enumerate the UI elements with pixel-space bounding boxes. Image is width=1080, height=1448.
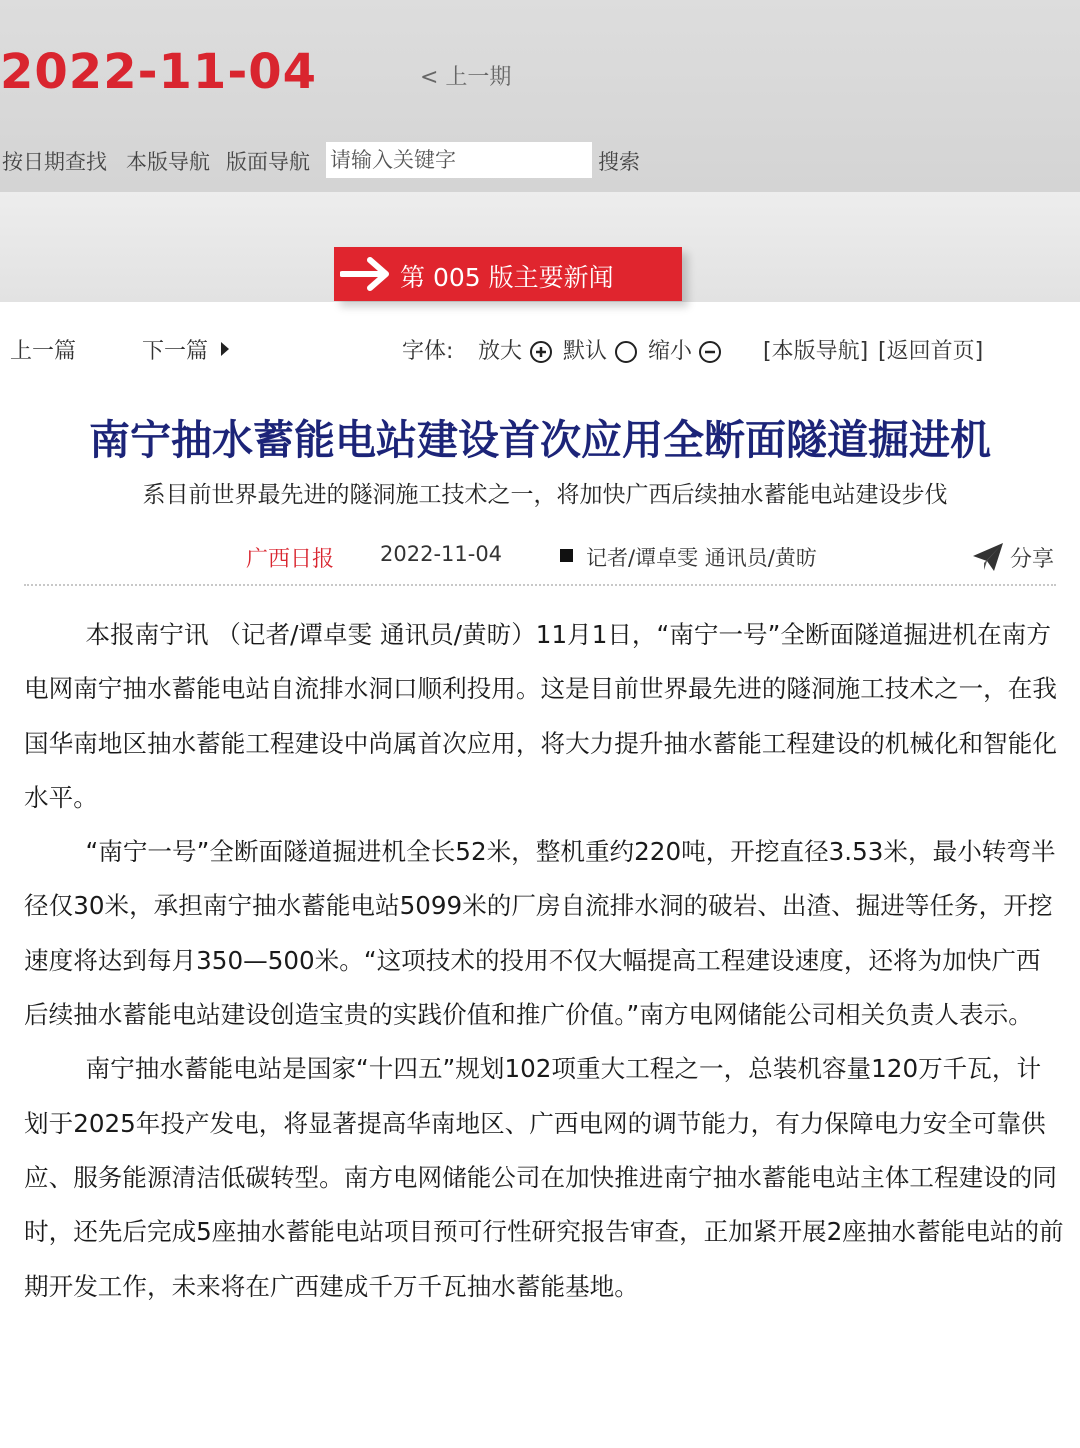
prev-article-link[interactable]: 上一篇 — [10, 339, 77, 364]
share-label: 分享 — [1010, 547, 1055, 572]
article-title: 南宁抽水蓄能电站建设首次应用全断面隧道掘进机 — [89, 416, 991, 464]
article-author: 记者/谭卓雯 通讯员/黄昉 — [586, 546, 817, 570]
search-input[interactable] — [326, 142, 592, 178]
font-enlarge-button[interactable]: 放大 — [478, 339, 523, 364]
edition-nav-link[interactable]: [本版导航] — [763, 339, 869, 364]
search-button[interactable]: 搜索 — [598, 146, 640, 176]
article-paragraph: 本报南宁讯 （记者/谭卓雯 通讯员/黄昉）11月1日，“南宁一号”全断面隧道掘进机在南方电网南宁抽水蓄能电站自流排水洞口顺利投用。这是目前世界最先进的隧洞施工技术之一，在我国华南地区抽水蓄能工程建设中尚属首次应用，将大力提升抽水蓄能工程建设的机械化和智能化水平。 — [24, 620, 1057, 812]
bullet-square-icon — [560, 549, 573, 562]
arrow-right-icon — [340, 254, 396, 294]
nav-layout-link[interactable]: 版面导航 — [226, 150, 310, 174]
article-meta — [0, 540, 1080, 574]
article-date: 2022-11-04 — [380, 542, 503, 566]
article-paragraph: 南宁抽水蓄能电站是国家“十四五”规划102项重大工程之一，总装机容量120万千瓦，计划于2025年投产发电，将显著提高华南地区、广西电网的调节能力，有力保障电力安全可靠供应、服务能源清洁低碳转型。南方电网储能公司在加快推进南宁抽水蓄能电站主体工程建设的同时，还先后完成5座抽水蓄能电站项目预可行性研究报告审查，正加紧开展2座抽水蓄能电站的前期开发工作，未来将在广西建成千万千瓦抽水蓄能基地。 — [24, 1054, 1064, 1301]
nav-by-date-link[interactable]: 按日期查找 — [2, 150, 107, 174]
zoom-in-icon[interactable] — [529, 340, 553, 364]
share-icon — [972, 542, 1004, 572]
next-article-link[interactable]: 下一篇 — [142, 339, 209, 364]
font-shrink-button[interactable]: 缩小 — [648, 339, 693, 364]
section-title: 第 005 版主要新闻 — [400, 263, 614, 292]
font-default-button[interactable]: 默认 — [563, 339, 608, 364]
caret-right-icon — [220, 341, 230, 357]
article-toolbar — [0, 330, 1080, 370]
article-source[interactable]: 广西日报 — [246, 547, 335, 572]
article-subtitle: 系目前世界最先进的隧洞施工技术之一，将加快广西后续抽水蓄能电站建设步伐 — [142, 482, 948, 508]
nav-edition-link[interactable]: 本版导航 — [126, 150, 210, 174]
default-size-icon[interactable] — [614, 340, 638, 364]
meta-divider — [24, 584, 1056, 586]
section-banner[interactable] — [334, 247, 682, 301]
issue-date: 2022-11-04 — [0, 44, 318, 100]
article-body — [24, 608, 1064, 1314]
zoom-out-icon[interactable] — [698, 340, 722, 364]
prev-issue-link[interactable]: < 上一期 — [420, 65, 512, 90]
home-link[interactable]: [返回首页] — [878, 339, 984, 364]
font-size-label: 字体: — [402, 339, 454, 364]
article-paragraph: “南宁一号”全断面隧道掘进机全长52米，整机重约220吨，开挖直径3.53米，最小转弯半径仅30米，承担南宁抽水蓄能电站5099米的厂房自流排水洞的破岩、出渣、掘进等任务，开挖速度将达到每月350—500米。“这项技术的投用不仅大幅提高工程建设速度，还将为加快广西后续抽水蓄能电站建设创造宝贵的实践价值和推广价值。”南方电网储能公司相关负责人表示。 — [24, 837, 1056, 1030]
